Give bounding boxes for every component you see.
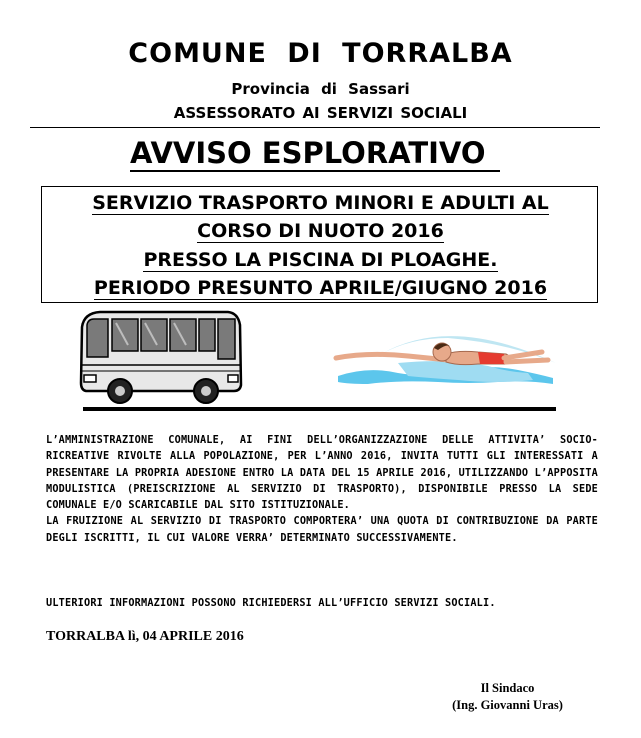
image-divider [83,407,556,411]
signature-block [440,680,575,714]
body-paragraph-1-text: L’AMMINISTRAZIONE COMUNALE, AI FINI DELL’ORGANIZZAZIONE DELLE ATTIVITA’ SOCIO-RICREATIVE RIVOLTE ALLA POPOLAZIONE, PER L’ANNO 2016, INVITA TUTTI GLI INTERESSATI A PRESENTARE LA PROPRIA ADESIONE ENTRO LA DATA DEL 15 APRILE 2016, UTILIZZANDO L’APPOSITA MODULISTICA (PREISCRIZIONE AL SERVIZIO DI TRASPORTO), DISPONIBILE PRESSO LA SEDE COMUNALE E/O SCARICABILE DAL SITO ISTITUZIONALE. [46,435,598,512]
body-paragraph-1b-text: LA FRUIZIONE AL SERVIZIO DI TRASPORTO COMPORTERA’ UNA QUOTA DI CONTRIBUZIONE DA PARTE DEGLI ISCRITTI, IL CUI VALORE VERRA’ DETERMINATO SUCCESSIVAMENTE. [46,516,598,544]
signature-name: (Ing. Giovanni Uras) [452,698,563,712]
body-paragraph-2: ULTERIORI INFORMAZIONI POSSONO RICHIEDERSI ALL’UFFICIO SERVIZI SOCIALI. [46,598,496,609]
service-line-4: PERIODO PRESUNTO APRILE/GIUGNO 2016 [93,277,548,299]
swimmer-icon [328,318,558,398]
service-line-1: SERVIZIO TRASPORTO MINORI E ADULTI AL [92,192,549,214]
service-line-3: PRESSO LA PISCINA DI PLOAGHE. [143,249,498,271]
bus-icon [78,305,243,405]
service-box [41,186,598,303]
header-divider [30,127,600,128]
signature-role: Il Sindaco [480,681,535,695]
provincia-subtitle: Provincia di Sassari [231,80,410,98]
date-line: TORRALBA lì, 04 APRILE 2016 [46,629,244,644]
body-paragraph-1 [46,433,598,547]
comune-title: COMUNE DI TORRALBA [128,38,513,69]
notice-title: AVVISO ESPLORATIVO [130,136,500,172]
service-line-2: CORSO DI NUOTO 2016 [197,220,444,242]
assessorato-subtitle: ASSESSORATO AI SERVIZI SOCIALI [173,104,468,122]
